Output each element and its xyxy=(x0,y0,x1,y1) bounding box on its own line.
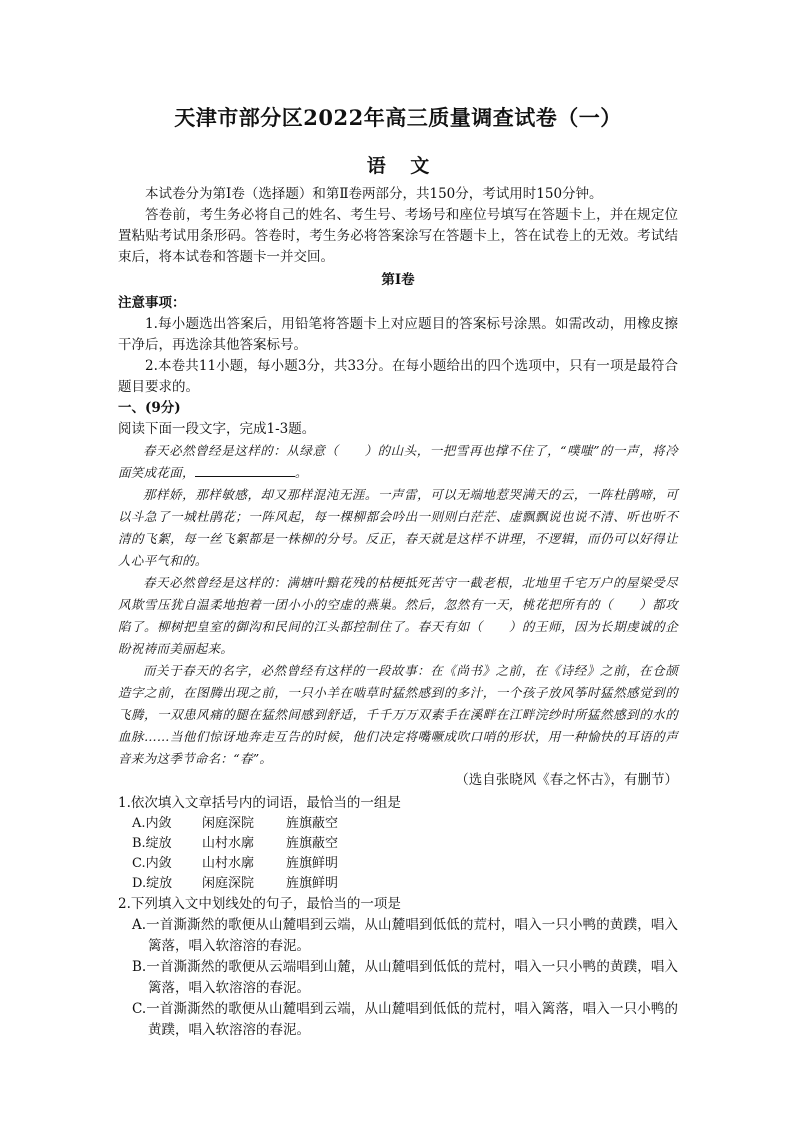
option-cell: 旌旗鲜明 xyxy=(286,876,339,891)
passage-paragraph-3: 春天必然曾经是这样的：满塘叶黯花残的枯梗抵死苦守一截老根，北地里千宅万户的屋梁受尽风欺雪压犹自温柔地抱着一团小小的空虚的燕巢。然后，忽然有一天，桃花把所有的（ ）都攻陷了。柳树把皇室的御沟和民间的江头都控制住了。春天有如（ ）的王师，因为长期虔诚的企盼祝祷而美丽起来。 xyxy=(118,575,678,656)
question-1-stem: 1.依次填入文章括号内的词语，最恰当的一组是 xyxy=(118,795,401,811)
question-2-stem: 2.下列填入文中划线处的句子，最恰当的一项是 xyxy=(118,896,401,912)
option-cell: 闲庭深院 xyxy=(202,876,255,891)
passage-paragraph-2: 那样娇，那样敏感，却又那样混沌无涯。一声雷，可以无端地惹哭满天的云，一阵杜鹃啼，可以斗急了一城杜鹃花；一阵风起，每一棵柳都会吟出一则则白茫茫、虚飘飘说也说不清、听也听不清的飞絮，每一丝飞絮都是一株柳的分号。反正，春天就是这样不讲理，不逻辑，而仍可以好得让人心平气和的。 xyxy=(118,487,678,568)
intro-paragraph-1: 本试卷分为第Ⅰ卷（选择题）和第Ⅱ卷两部分，共150分，考试用时150分钟。 xyxy=(145,186,603,202)
notes-heading: 注意事项： xyxy=(118,295,186,311)
passage-paragraph-4: 而关于春天的名字，必然曾经有这样的一段故事：在《尚书》之前，在《诗经》之前，在仓颉造字之前，在图腾出现之前，一只小羊在啮草时猛然感到的多汁，一个孩子放风筝时猛然感觉到的飞腾，一双患风痛的腿在猛然间感到舒适，千千万万双素手在溪畔在江畔浣纱时所猛然感到的水的血脉……当他们惊讶地奔走互告的时候，他们决定将嘴噘成吹口哨的形状，用一种愉快的耳语的声音来为这季节命名：“春”。 xyxy=(118,663,678,766)
option-cell: B.绽放 xyxy=(132,836,172,851)
note-2: 2.本卷共11小题，每小题3分，共33分。在每小题给出的四个选项中，只有一项是最符合题目要求的。 xyxy=(118,358,678,395)
passage-p1-text: 春天必然曾经是这样的：从绿意（ ）的山头，一把雪再也撑不住了，“噗嗤”的一声，将冷面笑成花面， xyxy=(118,443,678,480)
intro-paragraph-2: 答卷前，考生务必将自己的姓名、考生号、考场号和座位号填写在答题卡上，并在规定位置粘贴考试用条形码。答卷时，考生务必将答案涂写在答题卡上，答在试卷上的无效。考试结束后，将本试卷和答题卡一并交回。 xyxy=(118,207,678,265)
question-1-option-a xyxy=(118,814,678,834)
option-cell: 旌旗蔽空 xyxy=(286,816,339,831)
underlined-blank xyxy=(195,462,295,477)
page-content xyxy=(118,104,678,1041)
question-2-option-a: A.一首澌澌然的歌便从山麓唱到云端，从山麓唱到低低的荒村，唱入一只小鸭的黄蹼，唱入篱落，唱入软溶溶的春泥。 xyxy=(132,917,678,954)
reading-instruction: 阅读下面一段文字，完成1-3题。 xyxy=(118,421,316,437)
option-cell: A.内敛 xyxy=(132,816,172,831)
question-1-option-c xyxy=(118,854,678,874)
volume-label: 第Ⅰ卷 xyxy=(381,272,415,288)
question-2-option-c: C.一首澌澌然的歌便从山麓唱到云端，从山麓唱到低低的荒村，唱入篱落，唱入一只小鸭的黄蹼，唱入软溶溶的春泥。 xyxy=(132,1001,678,1038)
note-1: 1.每小题选出答案后，用铅笔将答题卡上对应题目的答案标号涂黑。如需改动，用橡皮擦干净后，再选涂其他答案标号。 xyxy=(118,316,678,353)
exam-title: 天津市部分区2022年高三质量调查试卷（一） xyxy=(174,105,622,130)
option-cell: D.绽放 xyxy=(132,876,173,891)
option-cell: 旌旗鲜明 xyxy=(286,856,339,871)
question-1-option-d xyxy=(118,874,678,894)
passage-source: （选自张晓风《春之怀古》，有删节） xyxy=(455,772,678,788)
section-heading: 一、(9分) xyxy=(118,400,181,416)
option-cell: 山村水廓 xyxy=(202,836,255,851)
option-cell: 闲庭深院 xyxy=(202,816,255,831)
subject-title: 语 文 xyxy=(366,155,430,177)
question-1-option-b xyxy=(118,834,678,854)
passage-paragraph-1 xyxy=(118,440,678,484)
option-cell: C.内敛 xyxy=(132,856,172,871)
question-2-option-b: B.一首澌澌然的歌便从云端唱到山麓，从山麓唱到低低的荒村，唱入一只小鸭的黄蹼，唱入篱落，唱入软溶溶的春泥。 xyxy=(132,959,678,996)
passage-p1-end: 。 xyxy=(294,465,308,480)
option-cell: 旌旗蔽空 xyxy=(286,836,339,851)
option-cell: 山村水廓 xyxy=(202,856,255,871)
